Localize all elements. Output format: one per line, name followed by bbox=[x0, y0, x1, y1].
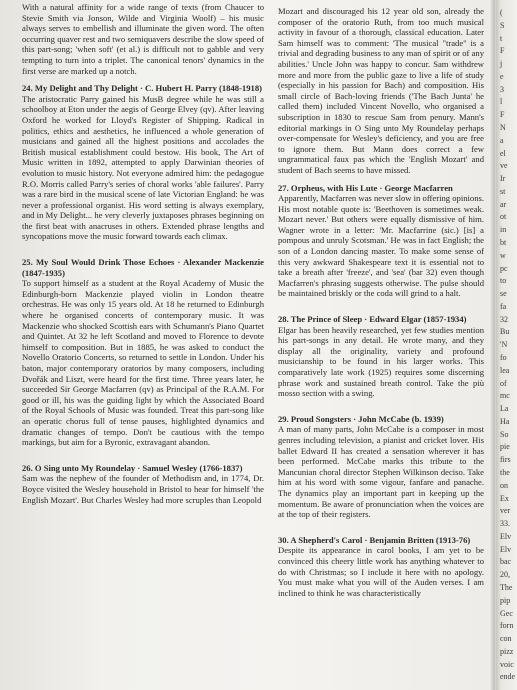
edge-text-fragment: 'N bbox=[500, 340, 508, 349]
edge-text-fragment: ver bbox=[500, 506, 511, 515]
edge-text-fragment: Ex bbox=[500, 494, 509, 503]
entry-text: The aristocratic Parry gained his MusB degree while he was still a schoolboy at Eton under the aegis of George Elvey (qv). After leaving Oxford he worked for Lloyd's Register of Shipping. Radical in politics, ethics and aesthetics, he influenced a whole generation of musicians and gained all the highest positions and accolades the British musical establishment could bestow. His book, The Art of Music written in 1892, attempted to apply Darwinian theories of evolution to music history. Not everyone admired him: the pedagogue R.O. Morris called Parry's series of choral works 'able failures'. Parry was a rare bird in the musical scene of late Victorian England: he was never a professional organist. His word setting is always exemplary, and in My Delight... he very cleverly juxtaposes phrases beginning on the first beat with anacruses in others. Extended phrase lengths and syncopations move the music forward towards each climax. bbox=[22, 93, 264, 242]
next-page-edge bbox=[496, 0, 517, 690]
entry-heading: 29. Proud Songsters · John McCabe (b. 1939) bbox=[278, 413, 444, 424]
edge-text-fragment: a bbox=[500, 136, 504, 145]
entry-text: To support himself as a student at the Royal Academy of Music the Edinburgh-born Mackenzie played violin in London theatre orchestras. He was only 15 years old. At 18 he returned to Edinburgh where he organised concerts of contemporary music. It was Mackenzie who shocked Scottish ears with Schumann's Piano Quartet and Quintet. At 32 he left Scotland and moved to Florence to devote himself to composition. But in 1885, he was asked to conduct the Novello Oratorio Concerts, so returned to settle in London. Under his baton, major contemporary oratorios by many composers, including Dvořák and Liszt, were heard for the first time. Three years later, he succeeded Sir George Macfarren (qv) as Principal of the R.A.M. For good or ill, his was the guiding light by which the Associated Board of the Royal Schools of Music was founded. Treat this part-song like an operatic chorus full of tense pauses, highlighted dynamics and dramatic changes of tempo. Don't be cautious with the tempo markings, but aim for a Byronic, extravagant abandon. bbox=[22, 278, 264, 448]
edge-text-fragment: ar bbox=[500, 200, 507, 209]
entry-heading: 28. The Prince of Sleep · Edward Elgar (1857-1934) bbox=[278, 314, 467, 325]
edge-text-fragment: e bbox=[500, 72, 504, 81]
edge-text-fragment: ot bbox=[500, 212, 507, 221]
edge-text-fragment: pizz bbox=[500, 647, 514, 656]
left-intro-paragraph: With a natural affinity for a wide range of texts (from Chaucer to Stevie Smith via Jonson, Wilde and Virginia Woolf) – his music always serves to embellish and illuminate the given word. The often occurring quaver rest and two semiquavers describe the slow speed of this part-song; 'when soft' (et al.) is difficult not to gabble and very tempting to turn into a triplet. The canonical tenors' dynamics in the first verse are marked up a notch. bbox=[22, 2, 264, 76]
edge-text-fragment: 20, bbox=[500, 570, 510, 579]
edge-text-fragment: in bbox=[500, 225, 507, 234]
edge-text-fragment: ve bbox=[500, 161, 508, 170]
edge-text-fragment: Elv bbox=[500, 532, 512, 541]
edge-text-fragment: fa bbox=[500, 302, 507, 311]
edge-text-fragment: bac bbox=[500, 557, 512, 566]
edge-text-fragment: con bbox=[500, 634, 512, 643]
edge-text-fragment: on bbox=[500, 481, 508, 490]
edge-text-fragment: el bbox=[500, 149, 506, 158]
entry-heading: 25. My Soul Would Drink Those Echoes · Alexander Mackenzie (1847-1935) bbox=[22, 257, 264, 278]
edge-text-fragment: voic bbox=[500, 660, 514, 669]
edge-text-fragment: the bbox=[500, 468, 510, 477]
entry-text: Elgar has been heavily researched, yet few studies mention his part-songs in any detail. He wrote many, and they display all the originality, variety and profound musicianship to be found in his larger works. This comparatively late work (1925) requires some discerning phrase work and sustained breath control. Take the più mosso section with a swing. bbox=[278, 324, 484, 399]
edge-text-fragment: F bbox=[500, 110, 505, 119]
left-column bbox=[22, 2, 264, 505]
edge-text-fragment: 32 bbox=[500, 315, 508, 324]
edge-text-fragment: of bbox=[500, 379, 507, 388]
edge-text-fragment: firs bbox=[500, 455, 511, 464]
edge-text-fragment: Gec bbox=[500, 609, 513, 618]
edge-text-fragment: Ir bbox=[500, 174, 506, 183]
edge-text-fragment: ( bbox=[500, 8, 503, 17]
edge-text-fragment: t bbox=[500, 34, 503, 43]
edge-text-fragment: Elv bbox=[500, 545, 512, 554]
entry-heading: 26. O Sing unto My Roundelay · Samuel Wesley (1766-1837) bbox=[22, 462, 243, 473]
edge-text-fragment: N bbox=[500, 123, 506, 132]
edge-text-fragment: pc bbox=[500, 264, 508, 273]
right-intro-paragraph: Mozart and discouraged his 12 year old son, already the composer of the oratorio Ruth, from too much musical activity in favour of a thorough, classical education. Later Sam himself was to comment: 'The musical "trade" is a trivial and degrading business to any man of spirit or of any abilities.' Uncle John was happy to concur. Sam withdrew more and more from the public gaze to live a life of study (especially in his passion for Bach) and composition. His small circle of Bach-loving friends ('The Bach Junta' he called them) included Vincent Novello, who organised a subscription in 1830 to rescue Sam from penury. Mann's editorial markings in O Sing unto My Roundelay perhaps over-compensate for Wesley's deficiency, and you are free to ignore them. But Mann does correct a few ungrammatical faux pas which the 'English Mozart' and student of Bach seems to have missed. bbox=[278, 6, 484, 175]
section-gap bbox=[22, 242, 264, 250]
entry-heading: 30. A Shepherd's Carol · Benjamin Britten (1913-76) bbox=[278, 534, 471, 545]
edge-text-fragment: 33. bbox=[500, 519, 510, 528]
edge-text-fragment: Ha bbox=[500, 417, 510, 426]
edge-text-fragment: So bbox=[500, 430, 509, 439]
edge-text-fragment: pip bbox=[500, 596, 511, 605]
entry-text: Sam was the nephew of the founder of Methodism and, in 1774, Dr. Boyce visited the Wesley household in Bristol to hear for himself 'the English Mozart'. But Charles Wesley had more scruples than Leopold bbox=[22, 473, 264, 505]
edge-text-fragment: st bbox=[500, 187, 506, 196]
edge-text-fragment: pie bbox=[500, 442, 510, 451]
edge-text-fragment: Bu bbox=[500, 327, 510, 336]
edge-text-fragment: The bbox=[500, 583, 513, 592]
section-gap bbox=[278, 520, 484, 528]
section-gap bbox=[278, 399, 484, 407]
entry-text: Despite its appearance in carol books, I am yet to be convinced this cheery little work has anything whatever to do with Christmas; so I include it here with no apology. You must make what you will of the Auden verses. I am inclined to think he was characteristically bbox=[278, 545, 484, 598]
section-gap bbox=[22, 448, 264, 456]
entry-heading: 27. Orpheus, with His Lute · George Macfarren bbox=[278, 182, 453, 193]
right-column bbox=[278, 6, 484, 598]
edge-text-fragment: to bbox=[500, 276, 507, 285]
edge-text-fragment: forn bbox=[500, 621, 514, 630]
edge-text-fragment: ende bbox=[500, 672, 516, 681]
edge-text-fragment: S bbox=[500, 21, 505, 30]
edge-text-fragment: w bbox=[500, 251, 506, 260]
edge-text-fragment: bt bbox=[500, 238, 507, 247]
edge-text-fragment: fo bbox=[500, 353, 507, 362]
entry-heading: 24. My Delight and Thy Delight · C. Hubert H. Parry (1848-1918) bbox=[22, 83, 262, 94]
edge-text-fragment: 3 bbox=[500, 85, 504, 94]
edge-text-fragment: j bbox=[500, 59, 503, 68]
edge-text-fragment: lea bbox=[500, 366, 510, 375]
edge-text-fragment: F bbox=[500, 46, 505, 55]
edge-text-fragment: se bbox=[500, 289, 507, 298]
edge-text-fragment: La bbox=[500, 404, 509, 413]
entry-text: A man of many parts, John McCabe is a composer in most genres including television, a pianist and cricket lover. His ballet Edward II has created a sensation wherever it has been performed. McCabe marks this tribute to the Mancunian choral director Stephen Wilkinson deciso. Take him at his word with some vigour, fanfare and panache. The dynamics play an important part in keeping up the momentum. Be aware of pronunciation when the voices are at the top of their registers. bbox=[278, 424, 484, 520]
section-gap bbox=[278, 299, 484, 307]
edge-text-fragment: mc bbox=[500, 391, 510, 400]
entry-text: Apparently, Macfarren was never slow in offering opinions. His most notable quote is: 'Beethoven is sometimes weak. Mozart never.' But others were equally dismissive of him. Wagner wrote in a letter: 'Mr. Macfarrine (sic.) [is] a pompous and unruly Scotsman.' He was in fact English; the son of a London dancing master. To make some sense of this very awkward Shakespeare text it is essential not to take a breath after 'freeze', and 'sea' (bar 32) even though Macfarren's phrasing suggests otherwise. The pulse should be maintained briskly or the coda will grind to a halt. bbox=[278, 193, 484, 299]
edge-text-fragment: l bbox=[500, 97, 503, 106]
